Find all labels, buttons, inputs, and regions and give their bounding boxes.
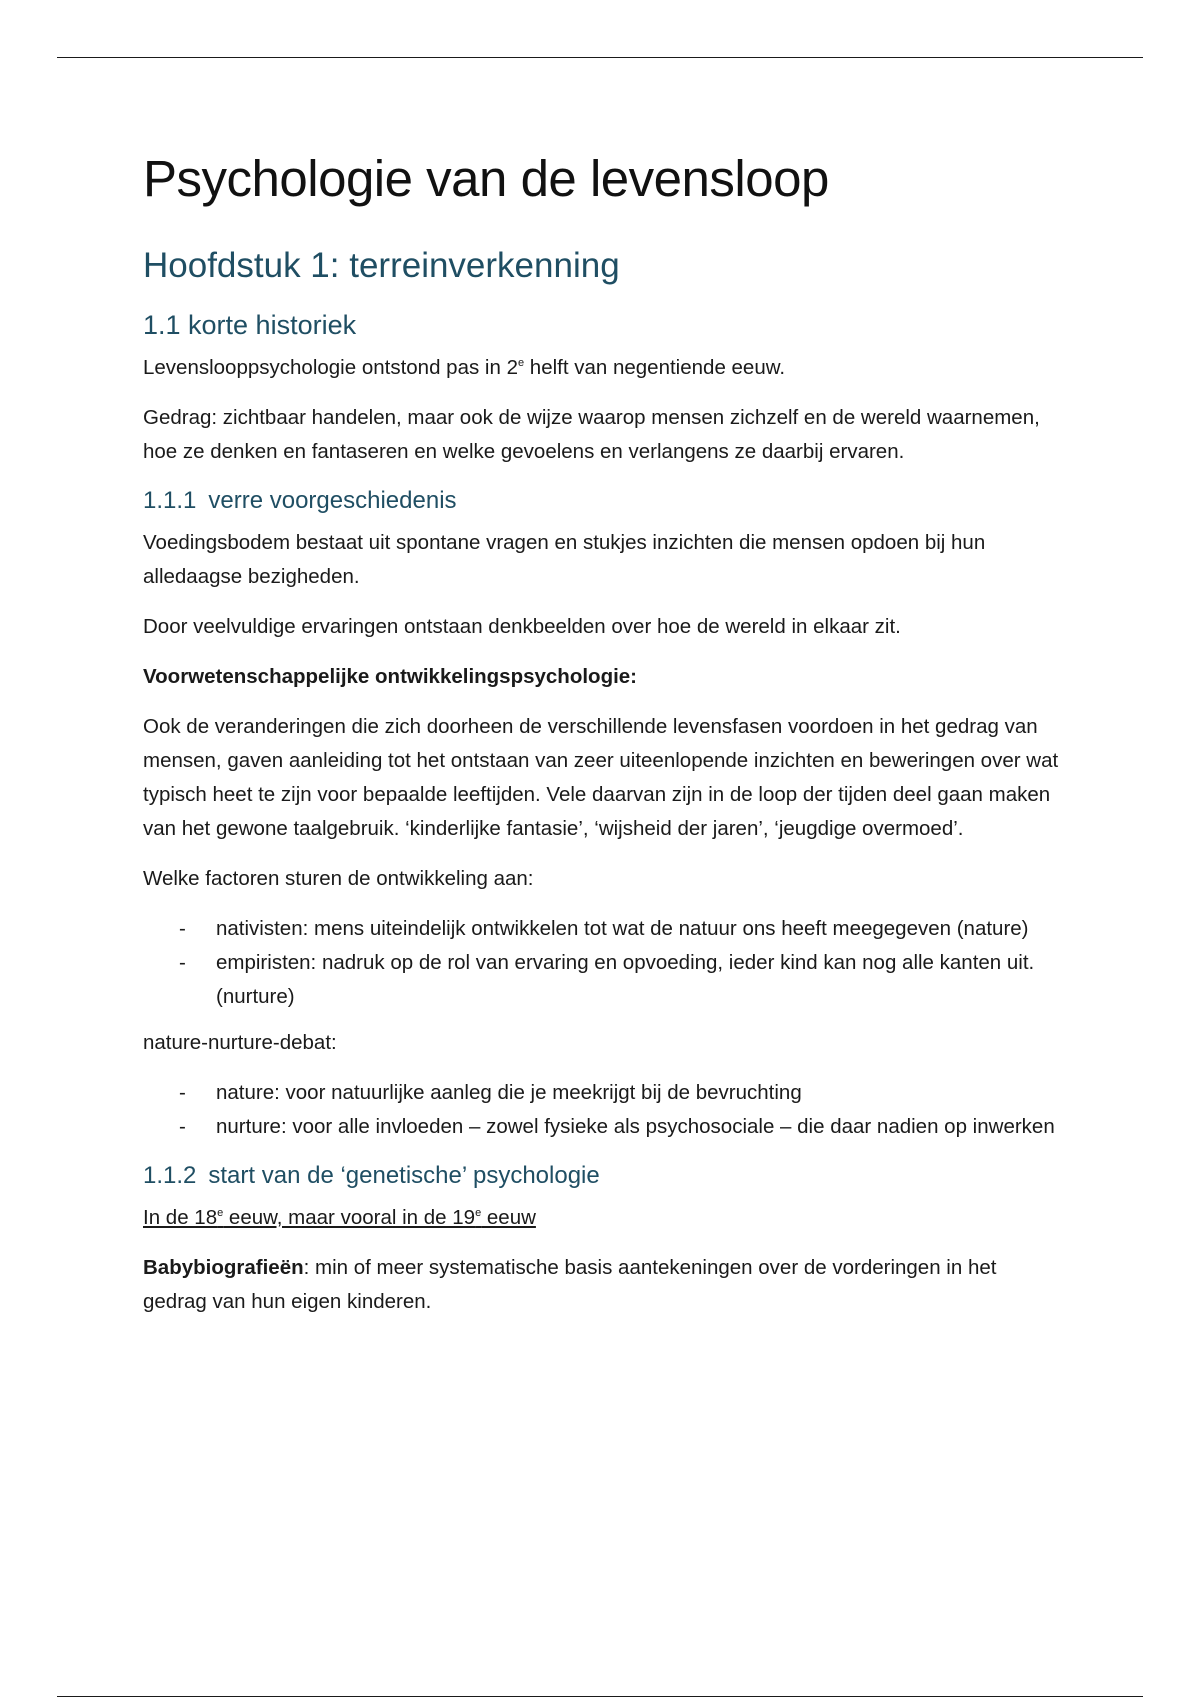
bold-subheading: Voorwetenschappelijke ontwikkelingspsychologie: (143, 664, 638, 688)
section-heading-1-1-1: 1.1.1 verre voorgeschiedenis (143, 487, 457, 515)
paragraph-origin: Levenslooppsychologie ontstond pas in 2e helft van negentiende eeuw. (143, 356, 786, 380)
document-title: Psychologie van de levensloop (143, 150, 829, 207)
underlined-period: In de 18e eeuw, maar vooral in de 19e eeuw (143, 1205, 536, 1229)
paragraph-experiences: Door veelvuldige ervaringen ontstaan denkbeelden over hoe de wereld in elkaar zit. (143, 614, 901, 638)
chapter-heading: Hoofdstuk 1: terreinverkenning (143, 245, 620, 285)
section-heading-1-1-2: 1.1.2 start van de ‘genetische’ psychologie (143, 1161, 600, 1189)
paragraph-debate: nature-nurture-debat: (143, 1030, 337, 1054)
debate-list (143, 1076, 1063, 1144)
list-item: - nativisten: mens uiteindelijk ontwikkelen tot wat de natuur ons heeft meegegeven (nature) (179, 916, 1029, 940)
list-item: - nurture: voor alle invloeden – zowel fysieke als psychosociale – die daar nadien op inwerken (179, 1114, 1055, 1138)
paragraph-factors: Welke factoren sturen de ontwikkeling aan: (143, 866, 534, 890)
paragraph-changes: Ook de veranderingen die zich doorheen de verschillende levensfasen voordoen in het gedrag van mensen, gaven aanleiding tot het ontstaan van zeer uiteenlopende inzichten en beweringen over wat typisch heet te zijn voor bepaalde leeftijden. Vele daarvan zijn in de loop der tijden deel gaan maken van het gewone taalgebruik. ‘kinderlijke fantasie’, ‘wijsheid der jaren’, ‘jeugdige overmoed’. (143, 714, 1059, 840)
paragraph-breeding-ground: Voedingsbodem bestaat uit spontane vragen en stukjes inzichten die mensen opdoen bij hun alledaagse bezigheden. (143, 530, 986, 588)
document-body (143, 140, 1063, 1335)
footer-rule (57, 1696, 1143, 1697)
section-heading-1-1: 1.1 korte historiek (143, 309, 357, 340)
factors-list (143, 912, 1063, 1014)
paragraph-babybiographies: Babybiografieën: min of meer systematische basis aantekeningen over de vorderingen in het gedrag van hun eigen kinderen. (143, 1255, 997, 1313)
list-item: - nature: voor natuurlijke aanleg die je meekrijgt bij de bevruchting (179, 1080, 802, 1104)
list-item: - empiristen: nadruk op de rol van ervaring en opvoeding, ieder kind kan nog alle kanten uit. (nurture) (179, 950, 1035, 1008)
header-rule (57, 57, 1143, 58)
paragraph-behaviour: Gedrag: zichtbaar handelen, maar ook de wijze waarop mensen zichzelf en de wereld waarnemen, hoe ze denken en fantaseren en welke gevoelens en verlangens ze daarbij ervaren. (143, 406, 1040, 464)
